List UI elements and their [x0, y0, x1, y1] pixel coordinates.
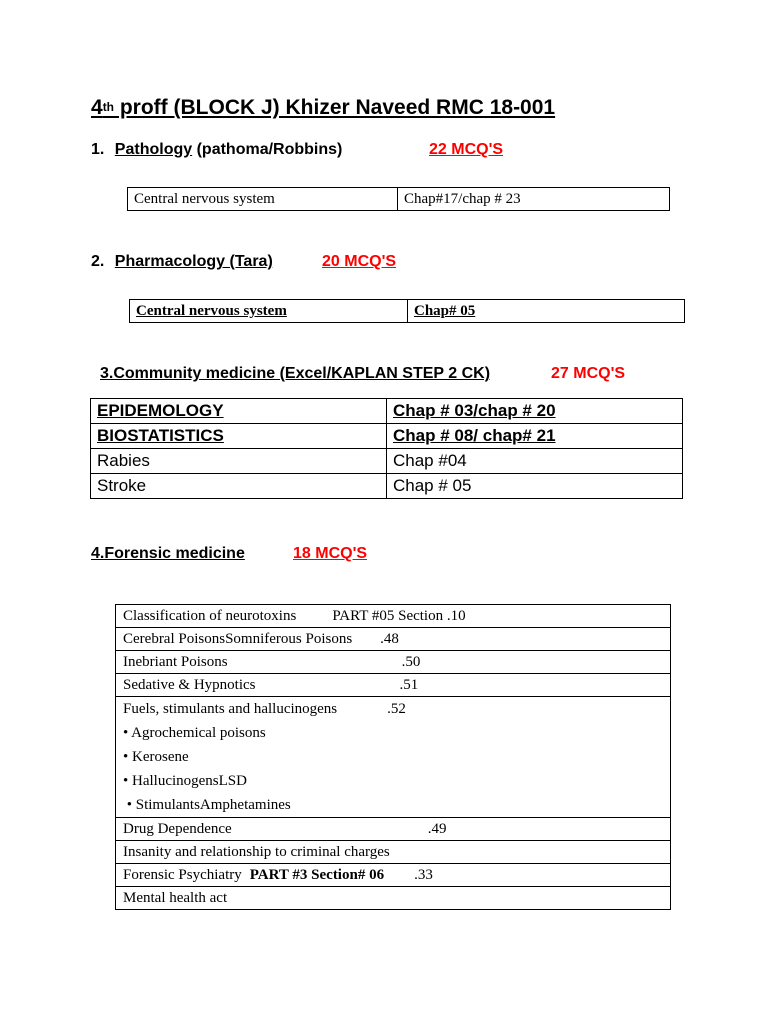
table-row [116, 628, 671, 651]
table-row [116, 651, 671, 674]
community-medicine-table [90, 398, 683, 499]
topic-cell: Stroke [91, 474, 387, 499]
chapter-cell: Chap # 03/chap # 20 [387, 399, 683, 424]
section-1-subject: Pathology [114, 141, 193, 158]
section-4-heading: 4.Forensic medicine [91, 545, 245, 562]
row-text: Classification of neurotoxins [123, 607, 297, 624]
section-2-subject: Pharmacology (Tara) [114, 253, 273, 270]
table-row [116, 605, 671, 628]
chapter-cell: Chap # 05 [387, 474, 683, 499]
row-text: Drug Dependence [123, 820, 232, 837]
section-3-heading: 3.Community medicine (Excel/KAPLAN STEP 2 CK) [100, 365, 491, 382]
bullet-item: • Agrochemical poisons [123, 725, 266, 741]
table-row [91, 474, 683, 499]
row-ref: .48 [380, 630, 399, 647]
bullet-item: • StimulantsAmphetamines [123, 797, 291, 813]
section-4-mcq-count: 18 MCQ'S [293, 545, 368, 562]
chapter-cell: Chap #04 [387, 449, 683, 474]
section-2-number: 2. [91, 253, 105, 270]
page-title: 4th proff (BLOCK J) Khizer Naveed RMC 18-001 [91, 96, 556, 119]
bullet-item: • HallucinogensLSD [123, 773, 247, 789]
row-ref: .52 [387, 701, 406, 717]
row-text: Forensic Psychiatry [123, 866, 242, 883]
table-cell [116, 841, 671, 864]
section-3-mcq-count: 27 MCQ'S [551, 365, 626, 382]
row-ref: .49 [427, 820, 447, 837]
table-cell [116, 651, 671, 674]
topic-cell: BIOSTATISTICS [91, 424, 387, 449]
table-row [91, 424, 683, 449]
table-cell [116, 697, 671, 818]
row-line [123, 697, 663, 721]
table-row [116, 697, 671, 818]
chapter-cell: Chap# 05 [408, 300, 685, 323]
row-bold-ref: PART #3 Section# 06 [249, 866, 385, 883]
table-cell [116, 887, 671, 910]
table-cell [116, 605, 671, 628]
table-row [116, 887, 671, 910]
table-row [91, 449, 683, 474]
row-ref: .33 [414, 866, 433, 883]
forensic-medicine-table [115, 604, 671, 910]
table-row [128, 188, 670, 211]
table-cell [116, 674, 671, 697]
topic-cell: Central nervous system [128, 188, 398, 211]
row-ref: .50 [401, 653, 421, 670]
topic-cell: Central nervous system [130, 300, 408, 323]
table-row [116, 818, 671, 841]
row-text: Cerebral PoisonsSomniferous Poisons [123, 630, 353, 647]
row-text: Fuels, stimulants and hallucinogens [123, 701, 338, 717]
row-ref: .51 [399, 676, 419, 693]
table-row [130, 300, 685, 323]
pathology-table [127, 187, 670, 211]
table-row [91, 399, 683, 424]
section-1-book: (pathoma/Robbins) [192, 141, 343, 158]
table-cell [116, 818, 671, 841]
table-row [116, 864, 671, 887]
section-2-heading [91, 253, 273, 271]
row-text: Inebriant Poisons [123, 653, 228, 670]
bullet-item: • Kerosene [123, 749, 189, 765]
pharmacology-table [129, 299, 685, 323]
section-1-heading [91, 141, 342, 159]
topic-cell: Rabies [91, 449, 387, 474]
section-1-mcq-count: 22 MCQ'S [429, 141, 504, 158]
table-cell [116, 864, 671, 887]
row-text: Mental health act [123, 889, 228, 906]
chapter-cell: Chap#17/chap # 23 [398, 188, 670, 211]
row-text: Insanity and relationship to criminal charges [123, 843, 390, 860]
section-1-number: 1. [91, 141, 105, 158]
row-text: Sedative & Hypnotics [123, 676, 256, 693]
table-cell [116, 628, 671, 651]
table-row [116, 674, 671, 697]
chapter-cell: Chap # 08/ chap# 21 [387, 424, 683, 449]
section-2-mcq-count: 20 MCQ'S [322, 253, 397, 270]
table-row [116, 841, 671, 864]
topic-cell: EPIDEMOLOGY [91, 399, 387, 424]
row-ref: PART #05 Section .10 [332, 607, 466, 624]
